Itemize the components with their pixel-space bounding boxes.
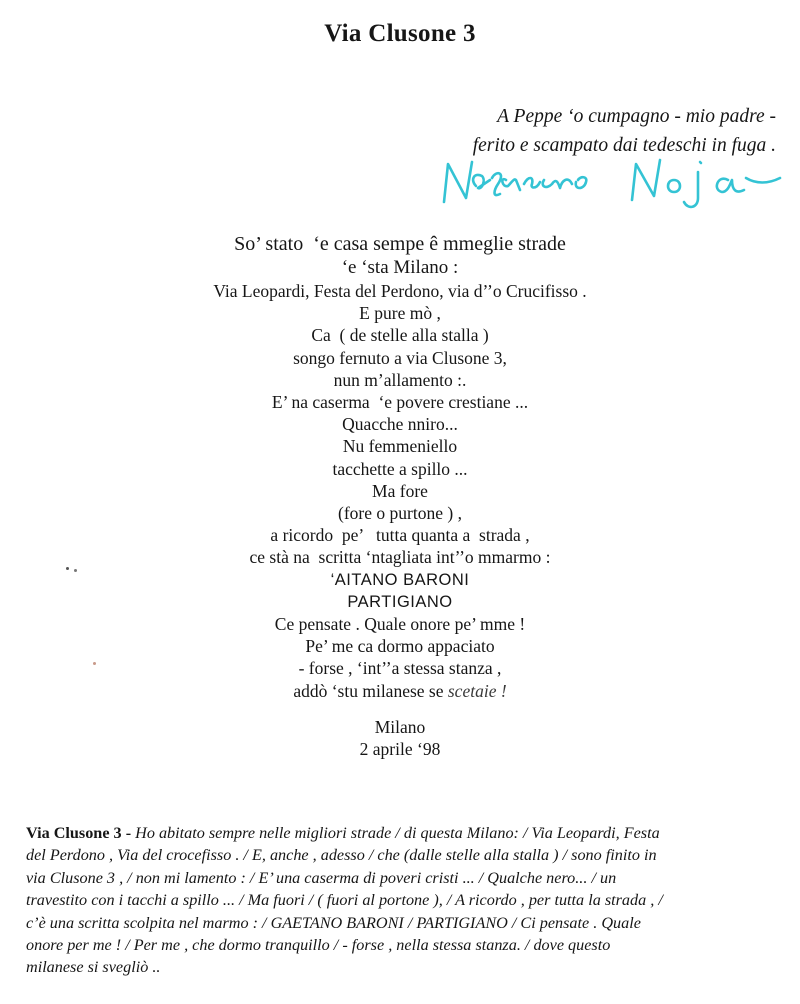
poem-line: So’ stato ‘e casa sempe ê mmeglie strade	[234, 233, 566, 255]
poem-line: (fore o purtone ) ,	[338, 503, 462, 524]
dedication-line: ferito e scampato dai tedeschi in fuga .	[472, 135, 776, 156]
poem-line-text: addò ‘stu milanese se	[293, 680, 448, 701]
translation-text: Ho abitato sempre nelle migliori strade / di questa Milano: / Via Leopardi, Festa	[135, 824, 660, 842]
place-date-text: 2 aprile ‘98	[359, 739, 441, 759]
poem-line: nun m’allamento :.	[333, 369, 467, 390]
translation-text: milanese si svegliò ..	[26, 958, 161, 977]
translation-line	[26, 889, 778, 911]
translation-line	[26, 934, 778, 956]
translation-line	[26, 956, 778, 978]
signature-text	[436, 150, 437, 151]
translation-line	[26, 822, 778, 844]
paper-speck	[66, 567, 69, 570]
page-title: Via Clusone 3	[324, 20, 476, 47]
paper-speck	[93, 662, 96, 665]
poem-last-word: scetaie !	[447, 680, 507, 701]
paper-speck	[74, 569, 77, 572]
poem-line: Ce pensate . Quale onore pe’ mme !	[274, 614, 526, 635]
translation-dash: -	[121, 824, 136, 842]
poem-line: tacchette a spillo ...	[332, 458, 468, 479]
translation-title: Via Clusone 3	[26, 824, 122, 842]
poem-line: ce stà na scritta ‘ntagliata int’’o mmarmo :	[249, 547, 551, 568]
poem-line: Via Leopardi, Festa del Perdono, via d’’o Crucifisso .	[213, 281, 587, 301]
poem-line: - forse , ‘int’’a stessa stanza ,	[298, 658, 502, 679]
translation-text: del Perdono , Via del crocefisso . / E, anche , adesso / che (dalle stelle alla stalla ) / sono finito in	[26, 846, 657, 865]
translation-line	[26, 867, 778, 889]
signature-scrawl	[436, 150, 786, 216]
translation-text: travestito con i tacchi a spillo ... / Ma fuori / ( fuori al portone ), / A ricordo , per tutta la strada , /	[26, 891, 663, 910]
poem-line: Ca ( de stelle alla stalla )	[311, 325, 489, 346]
place-date	[0, 716, 800, 760]
poem-line: Nu femmeniello	[342, 436, 458, 457]
translation-text: via Clusone 3 , / non mi lamento : / E’ una caserma di poveri cristi ... / Qualche nero... / un	[26, 868, 617, 887]
translation-line	[26, 912, 778, 934]
poem-line: ‘e ‘sta Milano :	[341, 257, 459, 278]
translation-line	[26, 844, 778, 866]
translation-text: c’è una scritta scolpita nel marmo : / GAETANO BARONI / PARTIGIANO / Ci pensate . Quale	[26, 913, 641, 932]
dedication-line: A Peppe ‘o cumpagno - mio padre -	[497, 106, 776, 127]
poem-line-last	[0, 680, 800, 702]
poem-line: E’ na caserma ‘e povere crestiane ...	[271, 392, 529, 413]
poem-line: Quacche nniro...	[342, 414, 458, 435]
poem-line: ‘AITANO BARONI	[330, 570, 470, 589]
translation-text: onore per me ! / Per me , che dormo tranquillo / - forse , nella stessa stanza. / dove questo	[26, 936, 611, 955]
poem-line: Ma fore	[372, 480, 428, 501]
handwritten-signature	[436, 150, 786, 216]
poem-line: Pe’ me ca dormo appaciato	[305, 636, 495, 657]
place-city: Milano	[374, 717, 426, 737]
poem-line: PARTIGIANO	[347, 592, 453, 611]
translation	[26, 822, 778, 979]
poem	[0, 232, 800, 702]
poem-line: E pure mò ,	[359, 303, 441, 324]
poem-line: a ricordo pe’ tutta quanta a strada ,	[270, 525, 530, 546]
poem-line: songo fernuto a via Clusone 3,	[293, 347, 507, 368]
